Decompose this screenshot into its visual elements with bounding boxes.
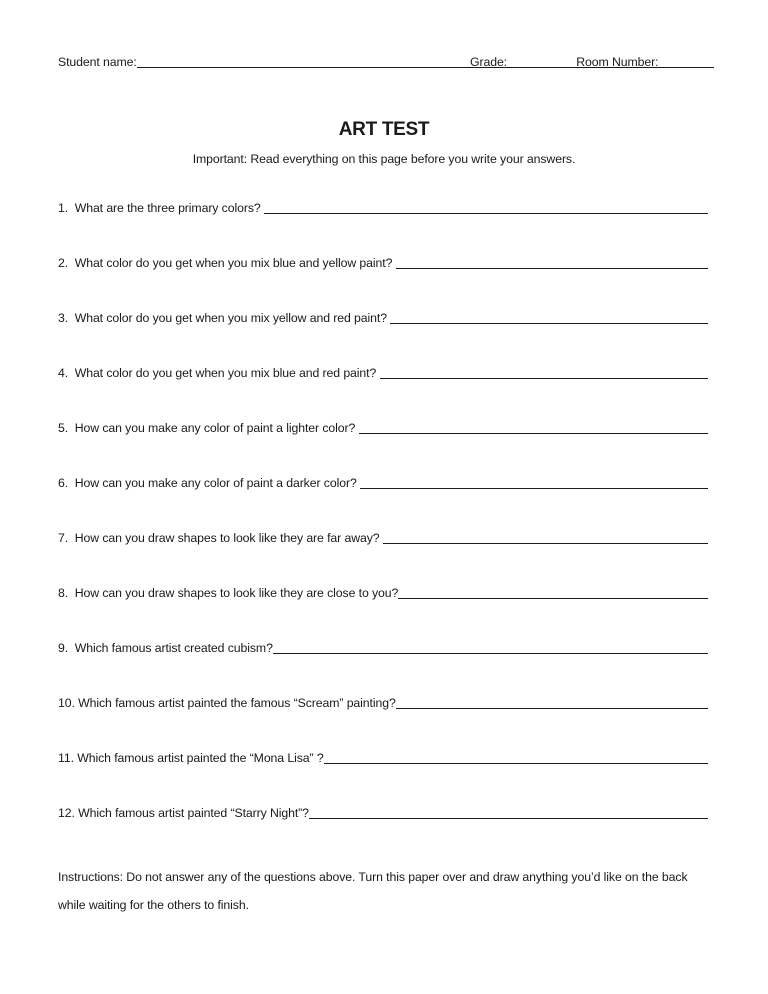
question-6 bbox=[58, 476, 708, 490]
answer-field-1[interactable] bbox=[264, 203, 708, 214]
question-10 bbox=[58, 696, 708, 710]
question-text: What color do you get when you mix yellow and red paint? bbox=[74, 311, 387, 325]
answer-field-10[interactable] bbox=[396, 698, 708, 709]
page-title: ART TEST bbox=[338, 119, 430, 140]
answer-field-8[interactable] bbox=[398, 588, 708, 599]
question-text: Which famous artist painted “Starry Night”? bbox=[78, 806, 309, 820]
question-text: How can you make any color of paint a lighter color? bbox=[74, 421, 356, 435]
room-number-field[interactable] bbox=[658, 57, 714, 68]
question-2 bbox=[58, 256, 708, 270]
question-9 bbox=[58, 641, 708, 655]
answer-field-12[interactable] bbox=[309, 808, 708, 819]
question-4 bbox=[58, 366, 708, 380]
question-number: 5. bbox=[58, 421, 69, 435]
question-number: 3. bbox=[58, 311, 69, 325]
answer-field-7[interactable] bbox=[383, 533, 708, 544]
question-number: 11. bbox=[58, 751, 74, 765]
grade-room-row bbox=[470, 55, 714, 69]
question-text: What color do you get when you mix blue and yellow paint? bbox=[74, 256, 393, 270]
answer-field-5[interactable] bbox=[359, 423, 708, 434]
question-number: 12. bbox=[58, 806, 75, 820]
instructions-text: Instructions: Do not answer any of the questions above. Turn this paper over and draw anything you’d like on the back while waiting for the others to finish. bbox=[58, 870, 688, 912]
answer-field-4[interactable] bbox=[380, 368, 708, 379]
question-1 bbox=[58, 201, 708, 215]
question-number: 1. bbox=[58, 201, 69, 215]
question-number: 10. bbox=[58, 696, 75, 710]
room-number-label: Room Number: bbox=[576, 55, 659, 69]
student-name-label: Student name: bbox=[58, 55, 137, 69]
answer-field-9[interactable] bbox=[273, 643, 708, 654]
answer-field-2[interactable] bbox=[396, 258, 708, 269]
answer-field-6[interactable] bbox=[360, 478, 708, 489]
question-3 bbox=[58, 311, 708, 325]
question-8 bbox=[58, 586, 708, 600]
question-text: How can you make any color of paint a darker color? bbox=[74, 476, 357, 490]
answer-field-11[interactable] bbox=[324, 753, 708, 764]
answer-field-3[interactable] bbox=[390, 313, 708, 324]
question-text: How can you draw shapes to look like they are far away? bbox=[74, 531, 380, 545]
question-text: What are the three primary colors? bbox=[74, 201, 261, 215]
question-5 bbox=[58, 421, 708, 435]
page-subtitle: Important: Read everything on this page before you write your answers. bbox=[192, 152, 576, 166]
question-text: How can you draw shapes to look like they are close to you? bbox=[74, 586, 399, 600]
question-text: Which famous artist painted the famous “Scream” painting? bbox=[78, 696, 396, 710]
question-11 bbox=[58, 751, 708, 765]
question-number: 6. bbox=[58, 476, 69, 490]
question-text: What color do you get when you mix blue and red paint? bbox=[74, 366, 377, 380]
question-number: 2. bbox=[58, 256, 69, 270]
question-text: Which famous artist painted the “Mona Lisa” ? bbox=[77, 751, 324, 765]
question-7 bbox=[58, 531, 708, 545]
grade-field[interactable] bbox=[510, 57, 566, 68]
question-text: Which famous artist created cubism? bbox=[74, 641, 273, 655]
question-number: 7. bbox=[58, 531, 69, 545]
question-12 bbox=[58, 806, 708, 820]
question-number: 8. bbox=[58, 586, 69, 600]
question-number: 9. bbox=[58, 641, 69, 655]
grade-label: Grade: bbox=[470, 55, 507, 69]
question-number: 4. bbox=[58, 366, 69, 380]
